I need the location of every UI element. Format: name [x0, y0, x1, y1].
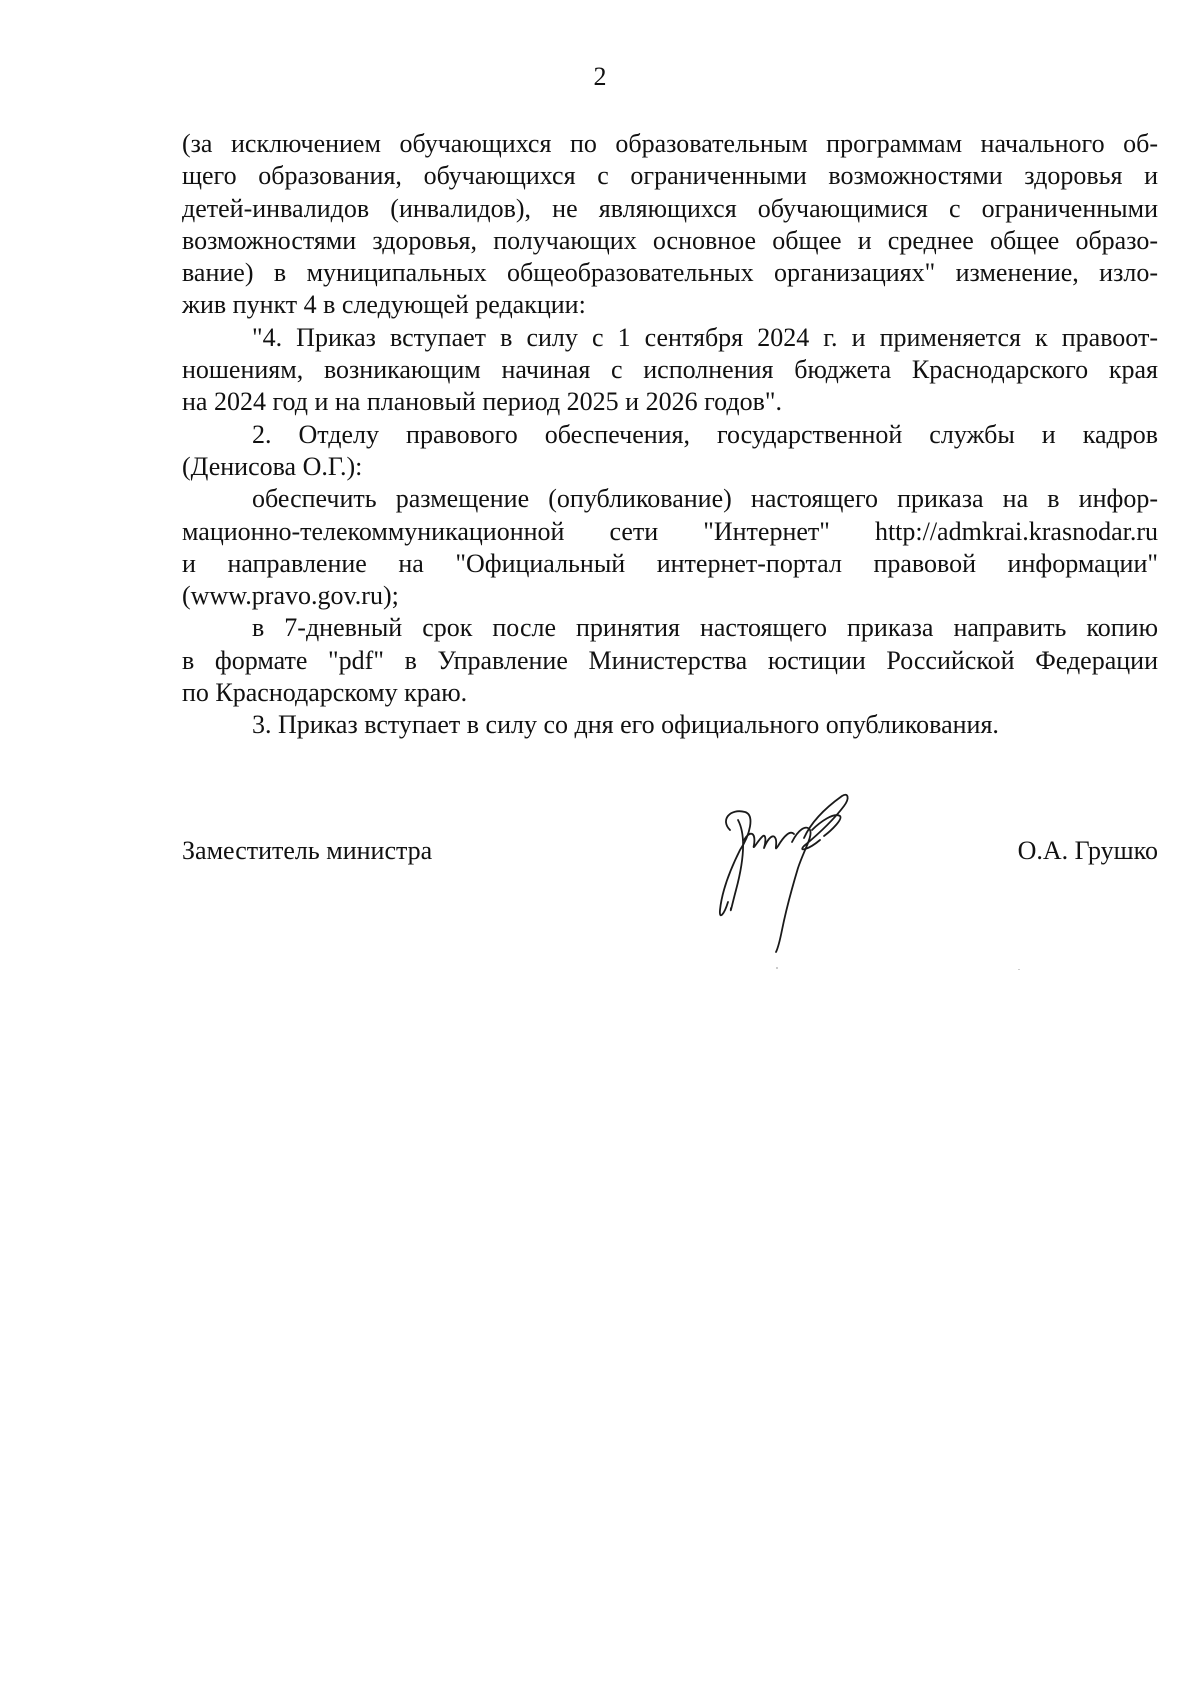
scan-speck — [776, 967, 778, 969]
signature-block — [182, 835, 1158, 875]
text-line: детей-инвалидов (инвалидов), не являющихся обучающимися с ограниченными — [182, 193, 1158, 223]
text-line: обеспечить размещение (опубликование) настоящего приказа на в инфор- — [252, 484, 1158, 514]
text-line: (Денисова О.Г.): — [182, 451, 363, 481]
text-line: в 7-дневный срок после принятия настоящего приказа направить копию — [252, 613, 1158, 643]
text-line: по Краснодарскому краю. — [182, 678, 468, 708]
text-line: ношениям, возникающим начиная с исполнения бюджета Краснодарского края — [182, 355, 1158, 385]
text-line: и направление на "Официальный интернет-портал правовой информации" — [182, 548, 1158, 578]
handwritten-signature — [700, 790, 880, 960]
text-line: возможностями здоровья, получающих основное общее и среднее общее образо- — [182, 225, 1158, 255]
page-number: 2 — [593, 62, 607, 91]
text-line: 3. Приказ вступает в силу со дня его официального опубликования. — [252, 710, 999, 740]
text-line: "4. Приказ вступает в силу с 1 сентября 2024 г. и применяется к правоот- — [252, 322, 1158, 352]
text-line: щего образования, обучающихся с ограниченными возможностями здоровья и — [182, 161, 1158, 191]
text-line: 2. Отделу правового обеспечения, государственной службы и кадров — [252, 419, 1158, 449]
text-line: на 2024 год и на плановый период 2025 и 2026 годов". — [182, 387, 782, 417]
document-body — [182, 128, 1158, 742]
text-line: вание) в муниципальных общеобразовательных организациях" изменение, изло- — [182, 258, 1158, 288]
text-line: в формате "pdf" в Управление Министерства юстиции Российской Федерации — [182, 645, 1158, 675]
scan-speck — [1018, 969, 1020, 970]
signatory-name: О.А. Грушко — [1017, 836, 1158, 865]
text-line: (www.pravo.gov.ru); — [182, 581, 399, 611]
signatory-position: Заместитель министра — [182, 836, 433, 865]
text-line: (за исключением обучающихся по образовательным программам начального об- — [182, 129, 1158, 158]
text-line: жив пункт 4 в следующей редакции: — [182, 290, 586, 320]
text-line: мационно-телекоммуникационной сети "Интернет" http://admkrai.krasnodar.ru — [182, 516, 1158, 546]
